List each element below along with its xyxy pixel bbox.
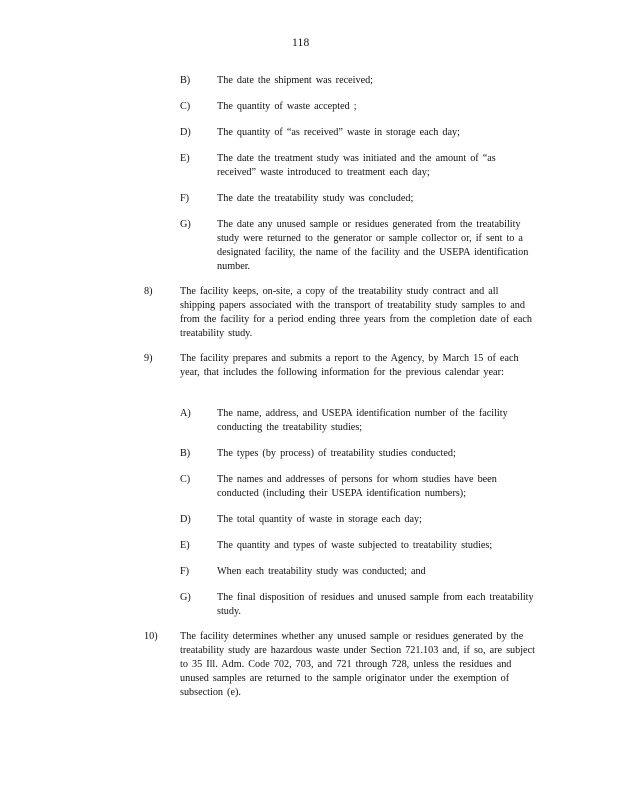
list-marker: G) [180,219,191,230]
list-item-text: The quantity of “as received” waste in storage each day; [217,127,460,138]
list-item-text: The facility keeps, on-site, a copy of the treatability study contract and all shipping papers associated with the transport of treatability study samples to and from the facility for a period ending three years from the completion date of each treatability study. [180,286,532,339]
list-item-text: The names and addresses of persons for whom studies have been conducted (including their USEPA identification numbers); [217,474,497,499]
list-marker: F) [180,193,190,204]
list-marker: B) [180,448,191,459]
list-marker: C) [180,101,191,112]
list-marker: E) [180,153,190,164]
list-marker: C) [180,474,191,485]
list-item-text: The date the shipment was received; [217,75,374,86]
list-marker: G) [180,592,191,603]
page-number: 118 [292,37,310,49]
list-marker: E) [180,540,190,551]
list-item-text: The facility determines whether any unused sample or residues generated by the treatability study are hazardous waste under Section 721.103 and, if so, are subject to 35 Ill. Adm. Code 702, 703, and 721 through 728, unless the residues and unused samples are returned to the sample originator under the exemption of subsection (e). [180,631,535,698]
list-item-text: The final disposition of residues and unused sample from each treatability study. [217,592,534,617]
list-item-text: The total quantity of waste in storage each day; [217,514,422,525]
list-item-text: The types (by process) of treatability studies conducted; [217,448,456,459]
list-marker: D) [180,514,191,525]
list-item-text: The quantity of waste accepted ; [217,101,357,112]
list-item-text: The date any unused sample or residues generated from the treatability study were returned to the generator or sample collector or, if sent to a designated facility, the name of the facility and the USEPA identification number. [217,219,529,272]
list-marker: A) [180,408,191,419]
list-marker: 9) [144,353,153,364]
list-marker: 10) [144,631,158,642]
list-marker: F) [180,566,190,577]
list-marker: D) [180,127,191,138]
list-item-text: When each treatability study was conducted; and [217,566,426,577]
list-item-text: The date the treatment study was initiated and the amount of “as received” waste introduced to treatment each day; [217,153,496,178]
list-marker: 8) [144,286,153,297]
list-item-text: The date the treatability study was concluded; [217,193,414,204]
list-item-text: The facility prepares and submits a report to the Agency, by March 15 of each year, that includes the following information for the previous calendar year: [180,353,519,378]
list-item-text: The name, address, and USEPA identification number of the facility conducting the treatability studies; [217,408,508,433]
list-item-text: The quantity and types of waste subjected to treatability studies; [217,540,493,551]
list-marker: B) [180,75,191,86]
